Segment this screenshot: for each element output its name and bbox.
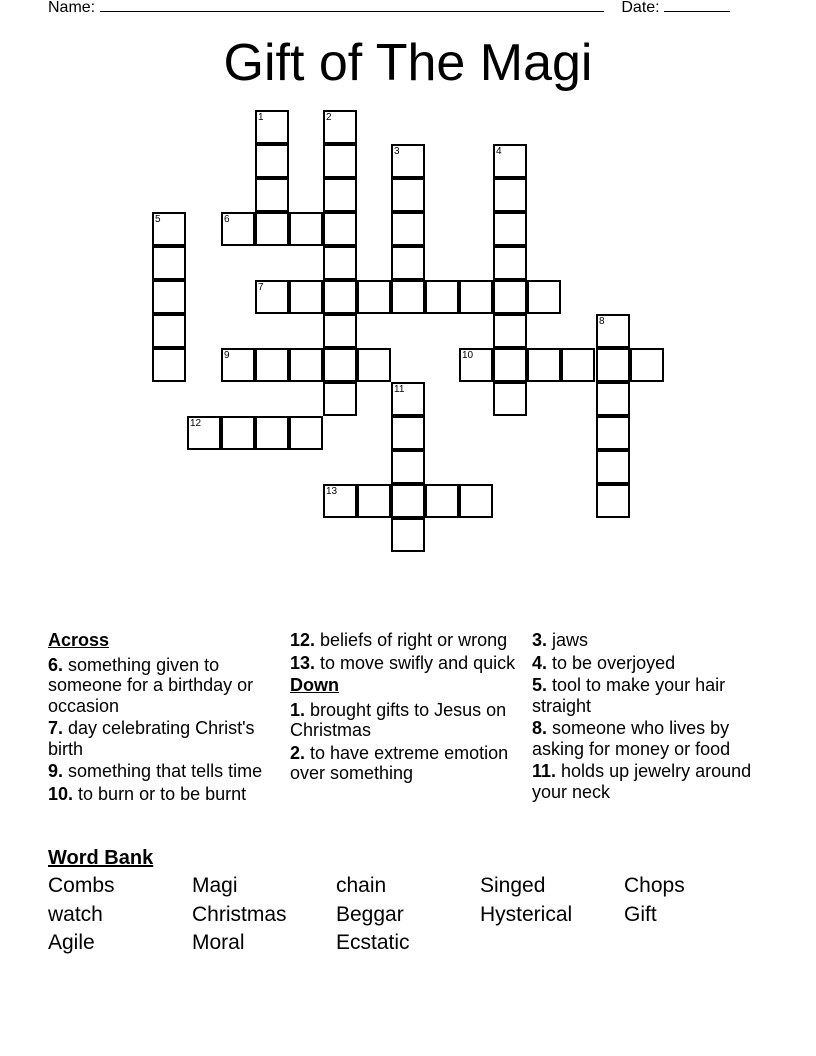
- cell-number: 3: [394, 146, 400, 157]
- word-bank-item: Magi: [192, 874, 238, 897]
- crossword-cell[interactable]: [596, 450, 630, 484]
- crossword-cell[interactable]: [493, 314, 527, 348]
- page-title: Gift of The Magi: [223, 34, 593, 92]
- crossword-cell[interactable]: [527, 280, 561, 314]
- crossword-cell[interactable]: [323, 246, 357, 280]
- down-heading: Down: [290, 675, 339, 695]
- crossword-cell[interactable]: [493, 382, 527, 416]
- clue-across-13: 13. to move swifly and quick: [290, 652, 516, 673]
- word-bank-item: Beggar: [336, 903, 404, 926]
- crossword-cell[interactable]: [493, 348, 527, 382]
- cell-number: 12: [190, 418, 202, 429]
- word-bank-item: Agile: [48, 931, 95, 954]
- crossword-cell[interactable]: [255, 144, 289, 178]
- crossword-cell[interactable]: [323, 212, 357, 246]
- crossword-cell[interactable]: [289, 280, 323, 314]
- clues-column-1: [48, 630, 273, 806]
- clues-column-3: [532, 630, 762, 804]
- clue-across-12: 12. beliefs of right or wrong: [290, 630, 508, 650]
- crossword-cell[interactable]: [391, 518, 425, 552]
- crossword-cell[interactable]: [357, 348, 391, 382]
- crossword-cell[interactable]: [391, 212, 425, 246]
- clue-across-7: 7. day celebrating Christ's birth: [48, 718, 255, 759]
- crossword-cell[interactable]: [391, 416, 425, 450]
- crossword-cell[interactable]: [493, 246, 527, 280]
- cell-number: 2: [326, 112, 332, 123]
- crossword-cell[interactable]: [596, 382, 630, 416]
- word-bank-item: Ecstatic: [336, 931, 410, 954]
- crossword-cell[interactable]: [323, 382, 357, 416]
- crossword-cell[interactable]: [391, 280, 425, 314]
- cell-number: 10: [462, 350, 474, 361]
- crossword-cell[interactable]: [391, 450, 425, 484]
- crossword-cell[interactable]: [391, 246, 425, 280]
- crossword-cell[interactable]: [152, 348, 186, 382]
- crossword-cell[interactable]: [255, 416, 289, 450]
- crossword-cell[interactable]: [425, 484, 459, 518]
- clue-down-8: 8. someone who lives by asking for money or food: [532, 718, 731, 759]
- crossword-cell[interactable]: [255, 178, 289, 212]
- cell-number: 7: [258, 282, 264, 293]
- word-bank-item: Christmas: [192, 903, 287, 926]
- crossword-cell[interactable]: [596, 484, 630, 518]
- crossword-cell[interactable]: [323, 280, 357, 314]
- crossword-cell[interactable]: [493, 178, 527, 212]
- crossword-cell[interactable]: [425, 280, 459, 314]
- crossword-cell[interactable]: [323, 178, 357, 212]
- clue-across-10: 10. to burn or to be burnt: [48, 783, 247, 804]
- crossword-cell[interactable]: [630, 348, 664, 382]
- cell-number: 5: [155, 214, 161, 225]
- crossword-cell[interactable]: [323, 314, 357, 348]
- name-label: Name:: [48, 0, 96, 16]
- word-bank-item: chain: [336, 874, 387, 897]
- crossword-cell[interactable]: [527, 348, 561, 382]
- crossword-cell[interactable]: [391, 484, 425, 518]
- clue-down-4: 4. to be overjoyed: [532, 652, 676, 673]
- crossword-cell[interactable]: [152, 246, 186, 280]
- crossword-cell[interactable]: [596, 348, 630, 382]
- word-bank-item: watch: [48, 903, 103, 926]
- word-bank-heading: Word Bank: [48, 847, 154, 869]
- word-bank-item: Hysterical: [480, 903, 573, 926]
- clue-across-6: 6. something given to someone for a birthday or occasion: [48, 654, 254, 716]
- across-heading: Across: [48, 630, 110, 650]
- crossword-cell[interactable]: [493, 280, 527, 314]
- crossword-cell[interactable]: [459, 484, 493, 518]
- clue-down-5: 5. tool to make your hair straight: [532, 675, 726, 716]
- word-bank-item: Combs: [48, 874, 115, 897]
- crossword-cell[interactable]: [323, 144, 357, 178]
- cell-number: 8: [599, 316, 605, 327]
- clues-column-2: [290, 630, 520, 786]
- crossword-cell[interactable]: [255, 348, 289, 382]
- crossword-cell[interactable]: [221, 416, 255, 450]
- crossword-cell[interactable]: [357, 484, 391, 518]
- cell-number: 1: [258, 112, 264, 123]
- word-bank-item: Chops: [624, 874, 685, 897]
- crossword-cell[interactable]: [493, 212, 527, 246]
- date-label: Date:: [621, 0, 660, 16]
- clue-across-9: 9. something that tells time: [48, 761, 263, 781]
- crossword-cell[interactable]: [152, 280, 186, 314]
- crossword-cell[interactable]: [459, 280, 493, 314]
- clue-down-2: 2. to have extreme emotion over something: [290, 742, 509, 783]
- cell-number: 9: [224, 350, 230, 361]
- crossword-cell[interactable]: [323, 348, 357, 382]
- crossword-cell[interactable]: [357, 280, 391, 314]
- word-bank-item: Moral: [192, 931, 245, 954]
- cell-number: 6: [224, 214, 230, 225]
- crossword-cell[interactable]: [255, 212, 289, 246]
- clue-down-11: 11. holds up jewelry around your neck: [532, 761, 752, 802]
- crossword-cell[interactable]: [289, 212, 323, 246]
- word-bank-item: Gift: [624, 903, 657, 926]
- crossword-cell[interactable]: [561, 348, 595, 382]
- crossword-cell[interactable]: [289, 348, 323, 382]
- crossword-cell[interactable]: [152, 314, 186, 348]
- cell-number: 13: [326, 486, 338, 497]
- clue-down-1: 1. brought gifts to Jesus on Christmas: [290, 699, 507, 740]
- cell-number: 4: [496, 146, 502, 157]
- crossword-cell[interactable]: [289, 416, 323, 450]
- cell-number: 11: [394, 384, 405, 395]
- crossword-cell[interactable]: [596, 416, 630, 450]
- crossword-cell[interactable]: [391, 178, 425, 212]
- word-bank-item: Singed: [480, 874, 546, 897]
- clue-down-3: 3. jaws: [532, 630, 589, 650]
